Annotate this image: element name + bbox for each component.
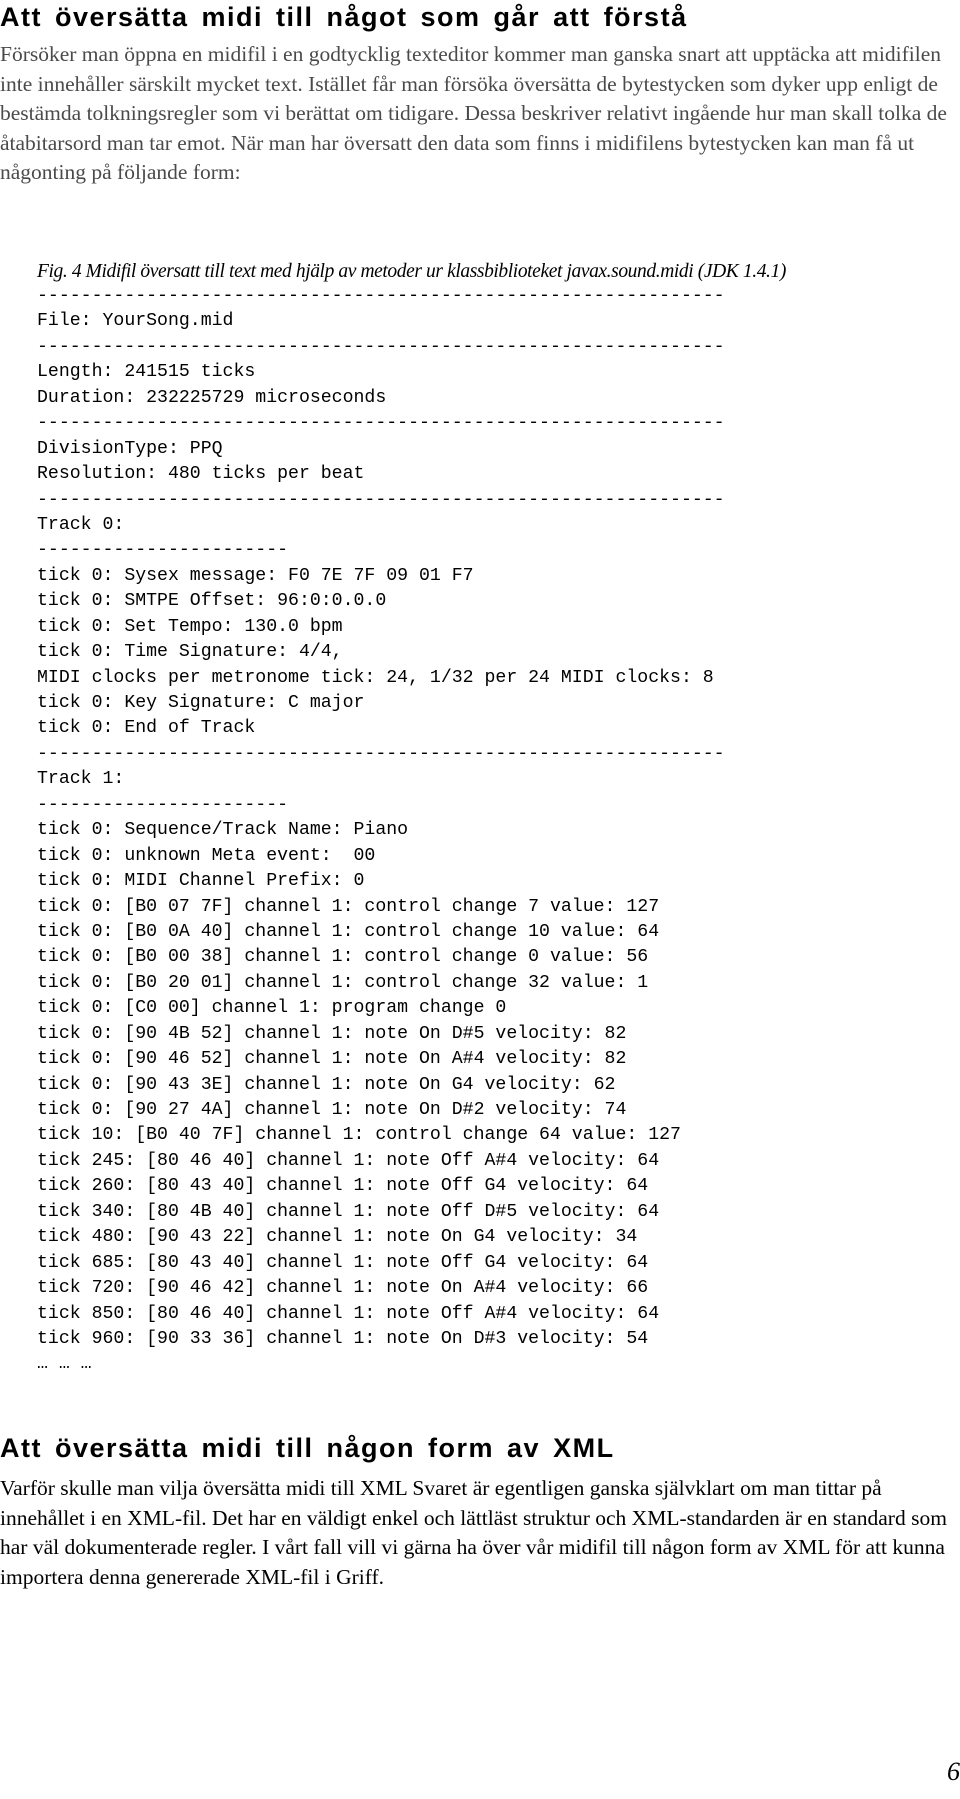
listing-line: tick 0: [90 43 3E] channel 1: note On G4 velocity: 62 <box>37 1074 616 1095</box>
listing-line: tick 0: [B0 20 01] channel 1: control change 32 value: 1 <box>37 972 649 993</box>
xml-paragraph: Varför skulle man vilja översätta midi till XML Svaret är egentligen ganska självklart om man tittar på innehållet i en XML-fil. Det har en väldigt enkel och lättläst struktur och XML-standarden är en standard som har väl dokumenterade regler. I vårt fall vill vi gärna ha över vår midifil till någon form av XML för att kunna importera denna genererade XML-fil i Griff. <box>0 1476 947 1589</box>
listing-line: --------------------------------------------------------------- <box>37 413 725 434</box>
listing-line: tick 0: [90 27 4A] channel 1: note On D#2 velocity: 74 <box>37 1100 627 1120</box>
listing-line: DivisionType: PPQ <box>37 438 223 459</box>
listing-line: Length: 241515 ticks <box>37 362 256 383</box>
listing-line: … … … <box>37 1354 92 1375</box>
listing-line: tick 0: Time Signature: 4/4, <box>37 642 343 663</box>
listing-line: tick 340: [80 4B 40] channel 1: note Off D#5 velocity: 64 <box>37 1201 660 1222</box>
section-heading-1: Att översätta midi till något som går att förstå <box>0 2 688 32</box>
figure-caption: Fig. 4 Midifil översatt till text med hjälp av metoder ur klassbiblioteket javax.sound.midi (JDK 1.4.1) <box>37 261 786 282</box>
listing-line: tick 850: [80 46 40] channel 1: note Off A#4 velocity: 64 <box>37 1303 660 1324</box>
listing-line: Track 1: <box>37 769 125 790</box>
listing-line: --------------------------------------------------------------- <box>37 489 725 510</box>
listing-line: tick 0: [B0 0A 40] channel 1: control change 10 value: 64 <box>37 921 660 942</box>
listing-line: tick 0: Sequence/Track Name: Piano <box>37 820 409 841</box>
listing-line: Track 0: <box>37 514 125 535</box>
listing-line: tick 0: unknown Meta event: 00 <box>37 845 376 866</box>
listing-line: tick 960: [90 33 36] channel 1: note On D#3 velocity: 54 <box>37 1328 649 1349</box>
listing-line: --------------------------------------------------------------- <box>37 286 725 306</box>
listing-line: tick 0: Set Tempo: 130.0 bpm <box>37 616 343 637</box>
listing-line: tick 480: [90 43 22] channel 1: note On G4 velocity: 34 <box>37 1227 638 1248</box>
listing-line: tick 0: SMTPE Offset: 96:0:0.0.0 <box>37 591 387 612</box>
listing-line: MIDI clocks per metronome tick: 24, 1/32 per 24 MIDI clocks: 8 <box>37 667 714 688</box>
listing-line: tick 0: End of Track <box>37 718 256 739</box>
listing-line: File: YourSong.mid <box>37 311 234 332</box>
listing-line: tick 720: [90 46 42] channel 1: note On A#4 velocity: 66 <box>37 1278 649 1299</box>
listing-line: tick 0: MIDI Channel Prefix: 0 <box>37 871 365 892</box>
listing-line: tick 10: [B0 40 7F] channel 1: control change 64 value: 127 <box>37 1125 681 1146</box>
listing-line: --------------------------------------------------------------- <box>37 743 725 764</box>
listing-line: tick 685: [80 43 40] channel 1: note Off G4 velocity: 64 <box>37 1252 649 1273</box>
listing-line: tick 260: [80 43 40] channel 1: note Off G4 velocity: 64 <box>37 1176 649 1197</box>
listing-line: tick 0: [90 4B 52] channel 1: note On D#5 velocity: 82 <box>37 1023 627 1044</box>
listing-line: Duration: 232225729 microseconds <box>37 387 387 408</box>
listing-line: tick 0: [B0 00 38] channel 1: control change 0 value: 56 <box>37 947 649 968</box>
listing-line: tick 0: Sysex message: F0 7E 7F 09 01 F7 <box>37 565 474 586</box>
listing-line: tick 245: [80 46 40] channel 1: note Off A#4 velocity: 64 <box>37 1150 660 1171</box>
listing-line: ----------------------- <box>37 540 289 561</box>
listing-line: tick 0: [90 46 52] channel 1: note On A#4 velocity: 82 <box>37 1049 627 1070</box>
section-heading-2: Att översätta midi till någon form av XML <box>0 1433 615 1463</box>
midi-text-listing <box>37 284 725 1378</box>
listing-line: ----------------------- <box>37 794 289 815</box>
listing-line: tick 0: [C0 00] channel 1: program change 0 <box>37 998 507 1019</box>
intro-paragraph: Försöker man öppna en midifil i en godtycklig texteditor kommer man ganska snart att upptäcka att midifilen inte innehåller särskilt mycket text. Istället får man försöka översätta de bytestycken som dyker upp enligt de bestämda tolkningsregler som vi berättat om tidigare. Dessa beskriver relativt ingående hur man skall tolka de åtabitarsord man tar emot. När man har översatt den data som finns i midifilens bytestycken kan man få ut någonting på följande form: <box>0 42 947 185</box>
listing-line: Resolution: 480 ticks per beat <box>37 464 365 485</box>
listing-line: tick 0: Key Signature: C major <box>37 693 365 713</box>
listing-line: --------------------------------------------------------------- <box>37 336 725 357</box>
page-number: 6 <box>947 1757 960 1786</box>
listing-line: tick 0: [B0 07 7F] channel 1: control change 7 value: 127 <box>37 896 660 917</box>
